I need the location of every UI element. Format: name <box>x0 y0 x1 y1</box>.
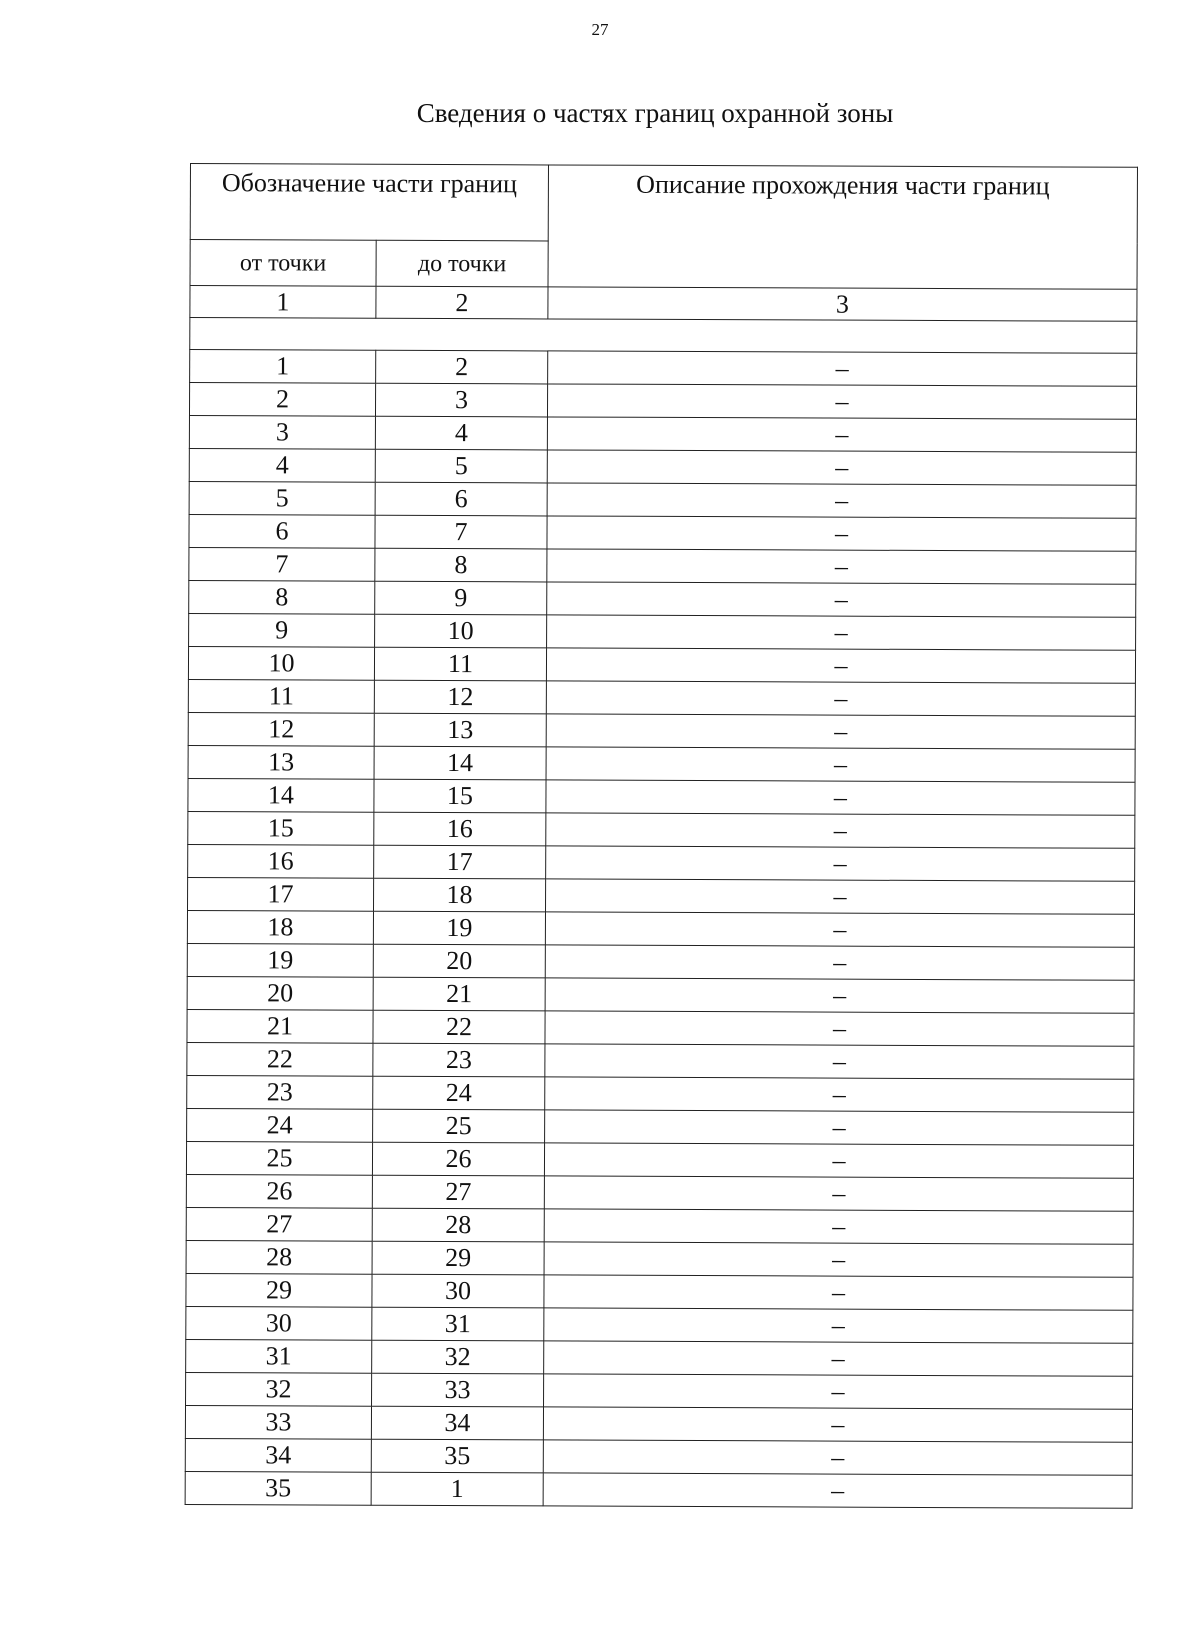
table-row <box>186 1174 1133 1211</box>
table-row <box>189 448 1136 485</box>
description-cell: – <box>546 681 1135 716</box>
table-row <box>187 910 1134 947</box>
to-point-cell: 2 <box>376 350 548 384</box>
description-cell: – <box>547 549 1136 584</box>
from-point-cell: 21 <box>187 1009 373 1043</box>
table-row <box>187 1042 1134 1079</box>
description-cell: – <box>547 384 1136 419</box>
to-point-header: до точки <box>376 240 548 287</box>
to-point-cell: 4 <box>375 416 547 450</box>
from-point-cell: 10 <box>188 646 374 680</box>
description-cell: – <box>547 582 1136 617</box>
description-cell: – <box>545 1077 1134 1112</box>
to-point-cell: 34 <box>371 1406 543 1440</box>
from-point-cell: 7 <box>189 547 375 581</box>
description-cell: – <box>548 351 1137 386</box>
from-point-cell: 30 <box>186 1306 372 1340</box>
to-point-cell: 35 <box>371 1439 543 1473</box>
table-row <box>186 1240 1133 1277</box>
to-point-cell: 27 <box>372 1175 544 1209</box>
description-cell: – <box>544 1341 1133 1376</box>
table-row <box>189 580 1136 617</box>
table-row <box>187 943 1134 980</box>
to-point-cell: 19 <box>373 911 545 945</box>
table-row <box>188 712 1135 749</box>
from-point-cell: 9 <box>189 613 375 647</box>
description-cell: – <box>546 780 1135 815</box>
from-point-cell: 32 <box>186 1372 372 1406</box>
to-point-cell: 3 <box>375 383 547 417</box>
from-point-cell: 2 <box>189 383 375 417</box>
table-row <box>185 1438 1132 1475</box>
description-cell: – <box>544 1308 1133 1343</box>
from-point-cell: 23 <box>187 1075 373 1109</box>
to-point-cell: 24 <box>373 1076 545 1110</box>
to-point-cell: 10 <box>375 614 547 648</box>
description-cell: – <box>544 1209 1133 1244</box>
from-point-cell: 28 <box>186 1240 372 1274</box>
to-point-cell: 28 <box>372 1208 544 1242</box>
table-row <box>187 1075 1134 1112</box>
description-cell: – <box>544 1242 1133 1277</box>
boundary-parts-table <box>185 163 1138 1509</box>
to-point-cell: 31 <box>372 1307 544 1341</box>
from-point-cell: 26 <box>186 1174 372 1208</box>
description-cell: – <box>547 516 1136 551</box>
description-cell: – <box>546 813 1135 848</box>
to-point-cell: 17 <box>374 845 546 879</box>
description-cell: – <box>547 615 1136 650</box>
table-row <box>188 778 1135 815</box>
description-cell: – <box>545 879 1134 914</box>
from-point-cell: 8 <box>189 580 375 614</box>
section-row <box>190 318 1137 354</box>
description-cell: – <box>546 747 1135 782</box>
to-point-cell: 18 <box>373 878 545 912</box>
table-row <box>190 350 1137 387</box>
to-point-cell: 23 <box>373 1043 545 1077</box>
from-point-cell: 1 <box>190 350 376 384</box>
description-cell: – <box>544 1374 1133 1409</box>
description-cell: – <box>547 417 1136 452</box>
header-row-1 <box>190 164 1137 244</box>
description-cell: – <box>545 912 1134 947</box>
from-point-cell: 33 <box>185 1405 371 1439</box>
to-point-cell: 21 <box>373 977 545 1011</box>
from-point-cell: 11 <box>188 679 374 713</box>
table-row <box>187 1009 1134 1046</box>
table-row <box>189 383 1136 420</box>
column-numbers-row <box>190 286 1137 322</box>
description-cell: – <box>543 1473 1132 1508</box>
to-point-cell: 7 <box>375 515 547 549</box>
to-point-cell: 13 <box>374 713 546 747</box>
table-row <box>188 811 1135 848</box>
table-row <box>189 514 1136 551</box>
table-row <box>185 1471 1132 1508</box>
from-point-cell: 19 <box>187 943 373 977</box>
table-row <box>189 613 1136 650</box>
description-cell: – <box>547 450 1136 485</box>
description-cell: – <box>543 1440 1132 1475</box>
to-point-cell: 1 <box>371 1472 543 1506</box>
to-point-cell: 15 <box>374 779 546 813</box>
to-point-cell: 30 <box>372 1274 544 1308</box>
to-point-cell: 29 <box>372 1241 544 1275</box>
to-point-cell: 26 <box>372 1142 544 1176</box>
from-point-cell: 12 <box>188 712 374 746</box>
from-point-cell: 6 <box>189 514 375 548</box>
description-cell: – <box>545 945 1134 980</box>
description-cell: – <box>544 1143 1133 1178</box>
table-row <box>185 1405 1132 1442</box>
table-row <box>188 646 1135 683</box>
from-point-cell: 27 <box>186 1207 372 1241</box>
description-cell: – <box>546 648 1135 683</box>
table-row <box>189 415 1136 452</box>
table-row <box>189 481 1136 518</box>
from-point-cell: 13 <box>188 745 374 779</box>
to-point-cell: 32 <box>372 1340 544 1374</box>
section-label <box>190 318 1137 354</box>
description-cell: – <box>545 978 1134 1013</box>
from-point-cell: 31 <box>186 1339 372 1373</box>
to-point-cell: 22 <box>373 1010 545 1044</box>
description-cell: – <box>545 1044 1134 1079</box>
table-row <box>187 1108 1134 1145</box>
to-point-cell: 11 <box>374 647 546 681</box>
table-row <box>186 1207 1133 1244</box>
description-header: Описание прохождения части границ <box>548 165 1137 289</box>
from-point-cell: 3 <box>189 415 375 449</box>
to-point-cell: 9 <box>375 581 547 615</box>
designation-header: Обозначение части границ <box>190 164 548 241</box>
from-point-cell: 22 <box>187 1042 373 1076</box>
from-point-cell: 4 <box>189 448 375 482</box>
from-point-cell: 24 <box>187 1108 373 1142</box>
description-cell: – <box>544 1275 1133 1310</box>
from-point-header: от точки <box>190 240 376 287</box>
column-number: 3 <box>548 287 1137 321</box>
from-point-cell: 29 <box>186 1273 372 1307</box>
document-title: Сведения о частях границ охранной зоны <box>416 98 894 128</box>
table-row <box>189 547 1136 584</box>
table-row <box>188 844 1135 881</box>
to-point-cell: 14 <box>374 746 546 780</box>
table-row <box>186 1306 1133 1343</box>
description-cell: – <box>545 1011 1134 1046</box>
table-row <box>187 877 1134 914</box>
from-point-cell: 14 <box>188 778 374 812</box>
table-row <box>186 1372 1133 1409</box>
to-point-cell: 16 <box>374 812 546 846</box>
from-point-cell: 18 <box>187 910 373 944</box>
to-point-cell: 33 <box>372 1373 544 1407</box>
to-point-cell: 8 <box>375 548 547 582</box>
description-cell: – <box>544 1176 1133 1211</box>
from-point-cell: 15 <box>188 811 374 845</box>
description-cell: – <box>546 714 1135 749</box>
table-row <box>186 1141 1133 1178</box>
table-row <box>186 1273 1133 1310</box>
to-point-cell: 20 <box>373 944 545 978</box>
from-point-cell: 17 <box>187 877 373 911</box>
from-point-cell: 20 <box>187 976 373 1010</box>
column-number: 1 <box>190 286 376 319</box>
description-cell: – <box>546 846 1135 881</box>
to-point-cell: 25 <box>373 1109 545 1143</box>
to-point-cell: 6 <box>375 482 547 516</box>
table-row <box>188 679 1135 716</box>
table-row <box>187 976 1134 1013</box>
description-cell: – <box>545 1110 1134 1145</box>
description-cell: – <box>547 483 1136 518</box>
table-row <box>188 745 1135 782</box>
column-number: 2 <box>376 286 548 319</box>
to-point-cell: 5 <box>375 449 547 483</box>
from-point-cell: 16 <box>188 844 374 878</box>
table-row <box>186 1339 1133 1376</box>
from-point-cell: 5 <box>189 481 375 515</box>
page-number: 27 <box>591 20 609 39</box>
from-point-cell: 34 <box>185 1438 371 1472</box>
from-point-cell: 25 <box>186 1141 372 1175</box>
to-point-cell: 12 <box>374 680 546 714</box>
from-point-cell: 35 <box>185 1471 371 1505</box>
description-cell: – <box>543 1407 1132 1442</box>
